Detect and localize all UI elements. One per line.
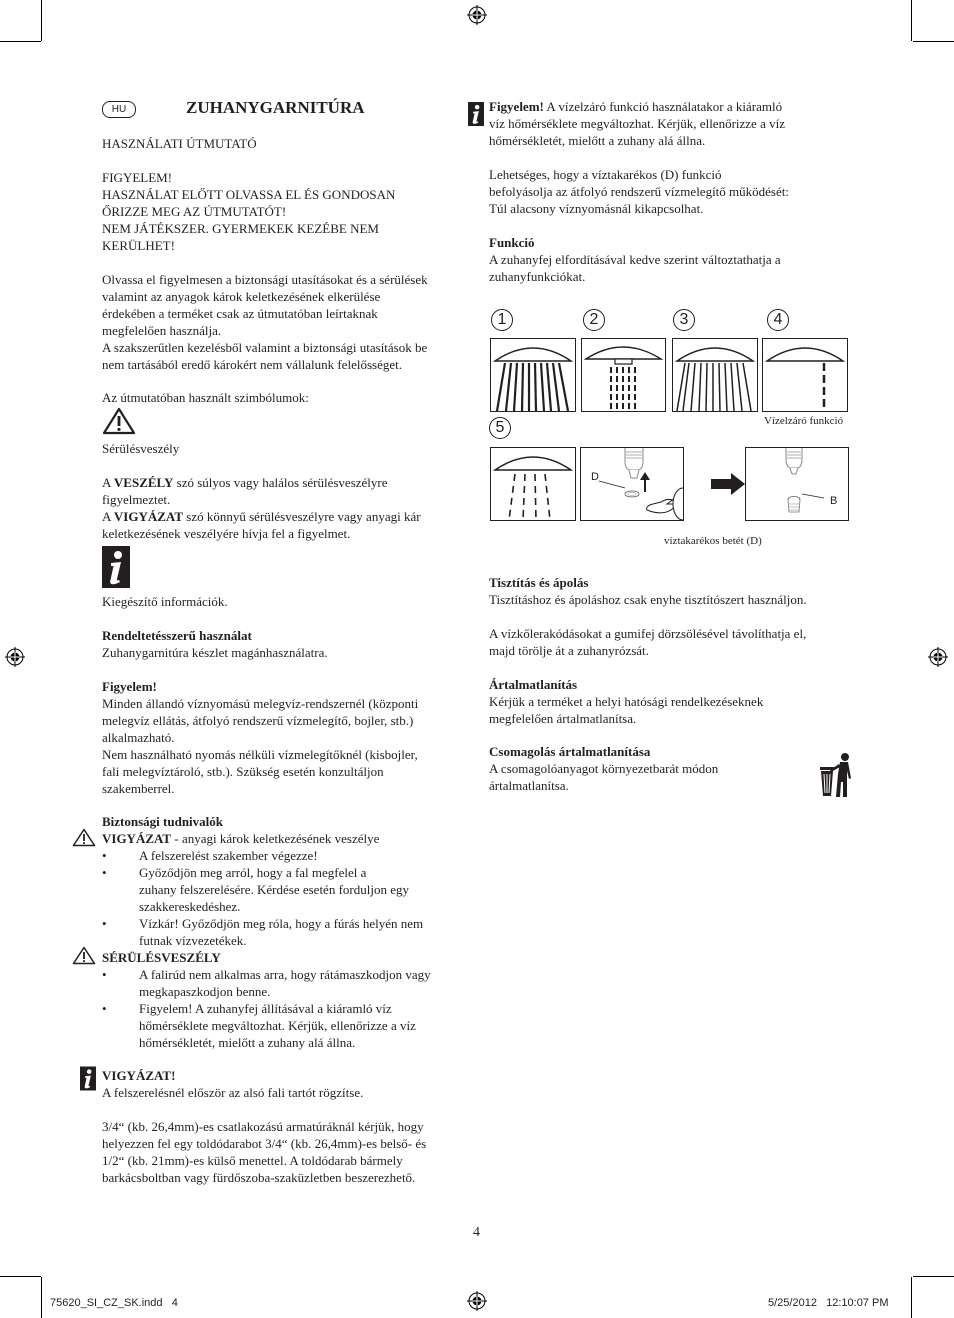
danger-definition [102, 474, 421, 542]
text: A zuhanyfej elfordításával kedve szerint változtathatja a [489, 252, 781, 267]
bullet: • [102, 967, 107, 982]
text: Vízkár! Győződjön meg róla, hogy a fúrás helyén nem [139, 916, 424, 931]
text: barkácsboltban vagy fürdőszoba-szaküzletben beszerezhető. [102, 1170, 416, 1185]
text: - anyagi károk keletkezésének veszélye [171, 831, 380, 846]
injury-label: Sérülésveszély [102, 441, 180, 456]
text: Nem használható nyomás nélküli vízmelegítőknél (kisbojler, [102, 747, 418, 762]
list-item [102, 864, 472, 915]
text: Minden állandó víznyomású melegvíz-rendszernél (központi [102, 696, 419, 711]
text: 1/2“ (kb. 21mm)-es külső menettel. A toldódarab bármely [102, 1153, 403, 1168]
spray-mode-number: 1 [491, 309, 513, 331]
spray-mode-2-illustration [581, 338, 666, 412]
note-heading: Figyelem! [489, 99, 544, 114]
warning-line: ŐRIZZE MEG AZ ÚTMUTATÓT! [102, 204, 287, 219]
function-section [489, 234, 781, 285]
warning-block [102, 169, 395, 254]
section-heading: Figyelem! [102, 679, 157, 694]
text: megfelelően ártalmatlanítsa. [489, 711, 637, 726]
text: A felszerelésnél először az alsó fali tartót rögzítse. [102, 1085, 364, 1100]
text: helyezzen fel egy toldódarabot 3/4“ (kb. 26,4mm)-es belső- és [102, 1136, 427, 1151]
intro-line: valamint az anyagok károk keletkezésének elkerülése [102, 289, 381, 304]
text: A [102, 475, 114, 490]
list-item [102, 966, 472, 1000]
text: 3/4“ (kb. 26,4mm)-es csatlakozású armatúráknál kérjük, hogy [102, 1119, 424, 1134]
spray-mode-5-illustration [490, 447, 576, 521]
section-heading: VIGYÁZAT! [102, 1068, 176, 1083]
intro-line: nem tartásából eredő károkért nem vállalunk felelősséget. [102, 357, 402, 372]
section-heading: Ártalmatlanítás [489, 677, 578, 692]
text: alkalmazható. [102, 730, 175, 745]
info-icon [80, 1065, 96, 1092]
section-heading: Biztonsági tudnivalók [102, 814, 224, 829]
spray-mode-number: 3 [673, 309, 695, 331]
water-saver-removal-illustration [580, 447, 684, 521]
text: víz hőmérséklete megváltozhat. Kérjük, ellenőrizze a víz [489, 116, 785, 131]
text: figyelmeztet. [102, 492, 171, 507]
warning-triangle-icon [72, 828, 96, 847]
section-heading: Tisztítás és ápolás [489, 575, 589, 590]
crop-mark [41, 0, 42, 41]
warning-line: NEM JÁTÉKSZER. GYERMEKEK KEZÉBE NEM [102, 221, 379, 236]
text: melegvíz ellátás, átfolyó rendszerű vízmelegítő, bojler, stb.) [102, 713, 414, 728]
list-item [102, 847, 472, 864]
intro-line: A szakszerűtlen kezelésből valamint a biztonsági utasítások be [102, 340, 428, 355]
disposal-section [489, 676, 763, 727]
text: Lehetséges, hogy a víztakarékos (D) funkció [489, 167, 722, 182]
registration-mark-icon [5, 647, 25, 667]
water-saver-caption: víztakarékos betét (D) [664, 535, 762, 547]
text: szakemberrel. [102, 781, 175, 796]
crop-mark [0, 1276, 41, 1277]
text: Kérjük a terméket a helyi hatósági rendelkezéseknek [489, 694, 764, 709]
spray-mode-1-illustration [490, 338, 576, 412]
label-d: D [591, 471, 599, 483]
language-badge: HU [102, 101, 136, 118]
bullet: • [102, 865, 107, 880]
text: hőmérsékletét, mielőtt a zuhany alá állna. [139, 1035, 356, 1050]
bullet: • [102, 916, 107, 931]
section-heading: Rendeltetésszerű használat [102, 628, 252, 643]
bullet: • [102, 1001, 107, 1016]
text: Túl alacsony víznyomásnál kikapcsolhat. [489, 201, 704, 216]
symbols-intro: Az útmutatóban használt szimbólumok: [102, 390, 309, 405]
text: Győződjön meg arról, hogy a fal megfelel a [139, 865, 367, 880]
page-title: ZUHANYGARNITÚRA [186, 98, 365, 117]
intended-use-section [102, 627, 328, 661]
water-saver-paragraph [489, 166, 789, 217]
caution-word: VIGYÁZAT [113, 509, 184, 524]
text: szó súlyos vagy halálos sérülésveszélyre [173, 475, 388, 490]
text: befolyásolja az átfolyó rendszerű vízmelegítő működését: [489, 184, 789, 199]
intro-paragraph [102, 271, 428, 373]
spray-mode-number: 4 [767, 309, 789, 331]
packaging-section [489, 743, 718, 794]
intro-line: Olvassa el figyelmesen a biztonsági utasításokat és a sérülések [102, 272, 428, 287]
shutoff-note [489, 98, 785, 149]
warning-triangle-icon [72, 946, 96, 965]
text: szó könnyű sérülésveszélyre vagy anyagi kár [183, 509, 421, 524]
label-b: B [830, 495, 838, 507]
list-item [102, 1000, 472, 1051]
warning-line: HASZNÁLAT ELŐTT OLVASSA EL ÉS GONDOSAN [102, 187, 396, 202]
info-label: Kiegészítő információk. [102, 594, 228, 609]
bullet: • [102, 848, 107, 863]
intro-line: megfelelően használja. [102, 323, 222, 338]
text: zuhanyfunkciókat. [489, 269, 586, 284]
warning-line: KERÜLHET! [102, 238, 175, 253]
crop-mark [911, 0, 912, 41]
footer-file: 75620_SI_CZ_SK.indd 4 [50, 1297, 178, 1309]
text: ártalmatlanítsa. [489, 778, 569, 793]
text: szakkereskedéshez. [139, 899, 241, 914]
warning-triangle-icon [102, 407, 136, 435]
page-number: 4 [473, 1225, 480, 1240]
vigyazat-section [102, 1067, 363, 1101]
crop-mark [911, 1277, 912, 1318]
limescale-paragraph [489, 625, 806, 659]
registration-mark-icon [467, 1291, 487, 1311]
arrow-right-icon [711, 473, 745, 495]
manual-subtitle: HASZNÁLATI ÚTMUTATÓ [102, 136, 257, 151]
text: zuhany felszerelésére. Kérdése esetén forduljon egy [139, 882, 409, 897]
water-saver-installed-illustration [745, 447, 849, 521]
safety-section [102, 813, 472, 1051]
registration-mark-icon [928, 647, 948, 667]
text: Tisztításhoz és ápoláshoz csak enyhe tisztítószert használjon. [489, 592, 807, 607]
text: megkapaszkodjon benne. [139, 984, 271, 999]
text: keletkezésének veszélyére hívja fel a figyelmet. [102, 526, 351, 541]
text: A vízelzáró funkció használatakor a kiáramló [543, 99, 783, 114]
section-heading: SÉRÜLÉSVESZÉLY [102, 950, 221, 965]
info-icon [468, 100, 484, 128]
intro-line: érdekében a terméket csak az útmutatóban leírtaknak [102, 306, 378, 321]
spray-mode-4-illustration [762, 338, 848, 412]
fitting-paragraph [102, 1118, 426, 1186]
crop-mark [0, 41, 41, 42]
text: Zuhanygarnitúra készlet magánhasználatra. [102, 645, 328, 660]
shutoff-caption: Vízelzáró funkció [764, 415, 844, 427]
text: hőmérséklete megváltozhat. Kérjük, ellenőrizze a víz [139, 1018, 416, 1033]
caution-word: VIGYÁZAT [102, 831, 172, 846]
spray-mode-3-illustration [672, 338, 758, 412]
crop-mark [913, 1276, 954, 1277]
text: majd törölje át a zuhanyrózsát. [489, 643, 649, 658]
crop-mark [41, 1277, 42, 1318]
text: fali melegvíztároló, stb.). Szükség esetén konzultáljon [102, 764, 384, 779]
text: A falirúd nem alkalmas arra, hogy rátámaszkodjon vagy [139, 967, 431, 982]
list-item [102, 915, 472, 949]
warning-line: FIGYELEM! [102, 170, 173, 185]
text: A felszerelést szakember végezze! [139, 848, 318, 863]
tidyman-disposal-icon [818, 752, 854, 798]
text: A [102, 509, 114, 524]
footer-datetime: 5/25/2012 12:10:07 PM [768, 1297, 889, 1309]
crop-mark [913, 41, 954, 42]
text: hőmérsékletét, mielőtt a zuhany alá állna. [489, 133, 706, 148]
attention-section [102, 678, 418, 797]
cleaning-section [489, 574, 807, 608]
text: Figyelem! A zuhanyfej állításával a kiáramló víz [139, 1001, 392, 1016]
spray-mode-number: 2 [583, 309, 605, 331]
text: A csomagolóanyagot környezetbarát módon [489, 761, 719, 776]
info-icon [102, 546, 130, 588]
registration-mark-icon [467, 5, 487, 25]
section-heading: Funkció [489, 235, 535, 250]
text: futnak vízvezetékek. [139, 933, 247, 948]
section-heading: Csomagolás ártalmatlanítása [489, 744, 651, 759]
spray-mode-number: 5 [489, 417, 511, 439]
text: A vízkőlerakódásokat a gumifej dörzsölésével távolíthatja el, [489, 626, 807, 641]
danger-word: VESZÉLY [113, 475, 174, 490]
